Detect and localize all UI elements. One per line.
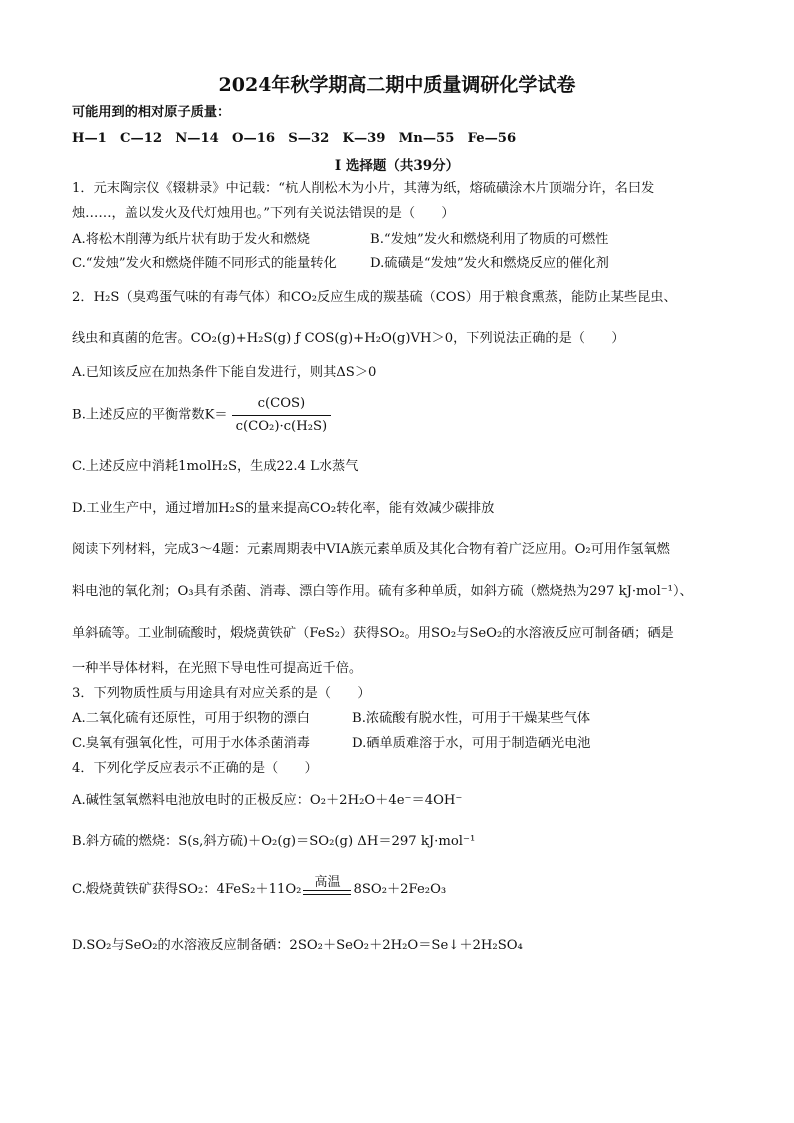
q1-stem-line1: 1．元末陶宗仪《辍耕录》中记载：“杭人削松木为小片，其薄为纸，熔硫磺涂木片顶端分许，名曰发 xyxy=(72,181,655,196)
reaction-condition: 高温 xyxy=(314,875,341,890)
q1-option-c: C.“发烛”发火和燃烧伴随不同形式的能量转化 xyxy=(72,256,337,271)
q2-option-b-prefix: B.上述反应的平衡常数K＝ xyxy=(72,407,228,423)
q3-option-c: C.臭氧有强氧化性，可用于水体杀菌消毒 xyxy=(72,736,310,751)
equilibrium-constant-fraction xyxy=(232,395,332,436)
page-title: 2024年秋学期高二期中质量调研化学试卷 xyxy=(218,74,576,96)
q4-stem: 4．下列化学反应表示不正确的是（ ） xyxy=(72,761,318,776)
q2-option-d: D.工业生产中，通过增加H₂S的量来提高CO₂转化率，能有效减少碳排放 xyxy=(72,501,495,516)
q3-stem: 3．下列物质性质与用途具有对应关系的是（ ） xyxy=(72,686,371,701)
section-heading: I 选择题（共39分） xyxy=(334,158,460,174)
atomic-mass-label: 可能用到的相对原子质量： xyxy=(72,105,231,120)
q4-option-b: B.斜方硫的燃烧：S(s,斜方硫)＋O₂(g)＝SO₂(g) ΔH＝297 kJ·mol⁻¹ xyxy=(72,834,476,849)
q2-stem-line2: 线虫和真菌的危害。CO₂(g)+H₂S(g) ƒ COS(g)+H₂O(g)VH＞0，下列说法正确的是（ ） xyxy=(72,331,625,346)
q3-option-d: D.硒单质难溶于水，可用于制造硒光电池 xyxy=(352,736,591,751)
material-line4: 一种半导体材料，在光照下导电性可提高近千倍。 xyxy=(72,661,363,676)
q3-option-b: B.浓硫酸有脱水性，可用于干燥某些气体 xyxy=(352,711,591,726)
fraction-numerator: c(COS) xyxy=(232,395,332,416)
q2-option-b xyxy=(72,395,331,436)
reaction-condition-arrow xyxy=(303,876,351,895)
q2-stem-line1: 2．H₂S（臭鸡蛋气味的有毒气体）和CO₂反应生成的羰基硫（COS）用于粮食熏蒸，能防止某些昆虫、 xyxy=(72,290,677,305)
q1-option-a: A.将松木削薄为纸片状有助于发火和燃烧 xyxy=(72,232,310,247)
q1-option-d: D.硫磺是“发烛”发火和燃烧反应的催化剂 xyxy=(370,256,609,271)
material-line2: 料电池的氧化剂；O₃具有杀菌、消毒、漂白等作用。硫有多种单质，如斜方硫（燃烧热为297 kJ·mol⁻¹）、 xyxy=(72,584,693,599)
atomic-mass-values: H—1 C—12 N—14 O—16 S—32 K—39 Mn—55 Fe—56 xyxy=(72,131,517,146)
q4-option-c-suffix: 8SO₂＋2Fe₂O₃ xyxy=(353,882,447,897)
q1-option-b: B.“发烛”发火和燃烧利用了物质的可燃性 xyxy=(370,232,609,247)
q4-option-c-prefix: C.煅烧黄铁矿获得SO₂：4FeS₂＋11O₂ xyxy=(72,882,302,897)
q3-option-a: A.二氧化硫有还原性，可用于织物的漂白 xyxy=(72,711,310,726)
q4-option-c xyxy=(72,875,447,899)
q4-option-a: A.碱性氢氧燃料电池放电时的正极反应：O₂＋2H₂O＋4e⁻＝4OH⁻ xyxy=(72,793,463,808)
fraction-denominator: c(CO₂)·c(H₂S) xyxy=(235,419,328,434)
material-line1: 阅读下列材料，完成3～4题：元素周期表中VIA族元素单质及其化合物有着广泛应用。O₂可用作氢氧燃 xyxy=(72,542,670,557)
q1-stem-line2: 烛……，盖以发火及代灯烛用也。”下列有关说法错误的是（ ） xyxy=(72,206,455,221)
q2-option-a: A.已知该反应在加热条件下能自发进行，则其ΔS＞0 xyxy=(72,365,377,380)
q2-option-c: C.上述反应中消耗1molH₂S，生成22.4 L水蒸气 xyxy=(72,459,359,474)
q4-option-d: D.SO₂与SeO₂的水溶液反应制备硒：2SO₂＋SeO₂＋2H₂O＝Se↓＋2H₂SO₄ xyxy=(72,938,523,953)
material-line3: 单斜硫等。工业制硫酸时，煅烧黄铁矿（FeS₂）获得SO₂。用SO₂与SeO₂的水溶液反应可制备硒；硒是 xyxy=(72,626,674,641)
